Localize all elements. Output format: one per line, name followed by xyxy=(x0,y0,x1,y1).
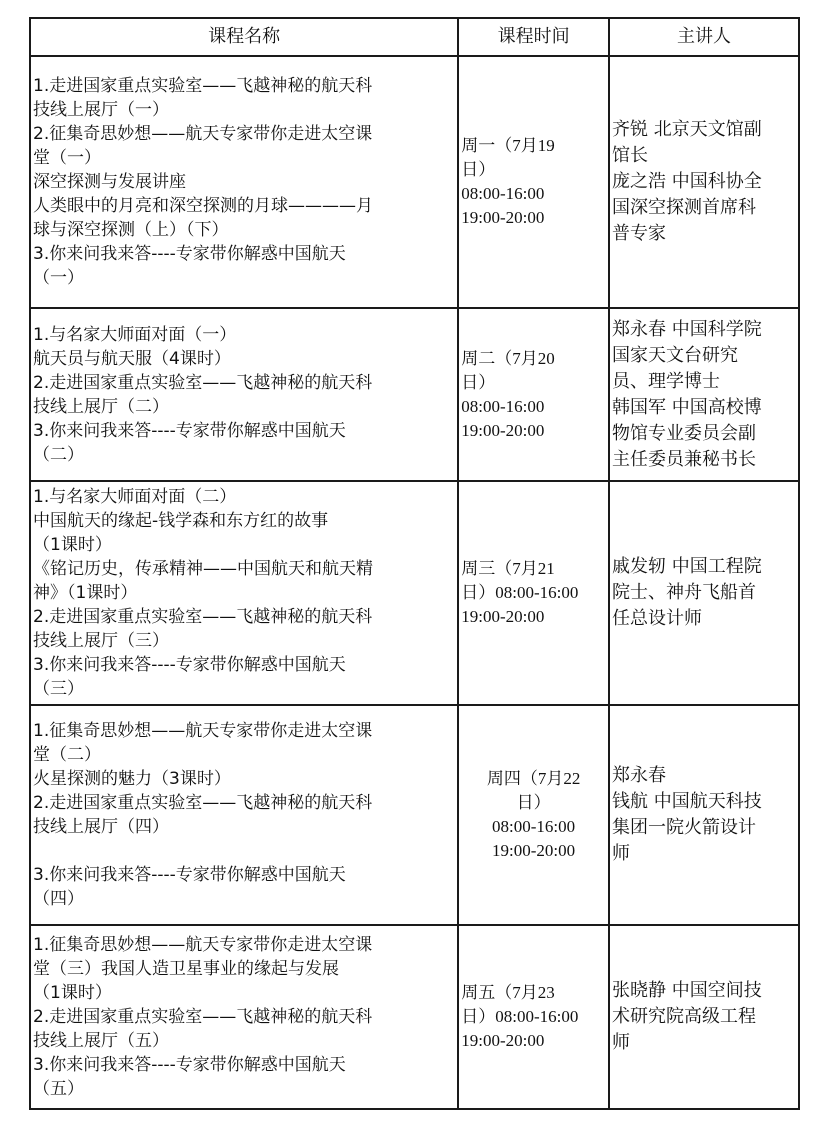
course-line: 技线上展厅（三） xyxy=(33,631,169,652)
course-cell xyxy=(30,56,458,308)
course-cell xyxy=(30,925,458,1109)
course-line: 2.走进国家重点实验室——飞越神秘的航天科 xyxy=(33,372,373,393)
speaker-cell xyxy=(609,705,799,925)
table-row xyxy=(30,56,799,308)
time-line: 日）08:00-16:00 xyxy=(461,1006,579,1026)
course-line: 2.走进国家重点实验室——飞越神秘的航天科 xyxy=(33,1006,373,1027)
table-row xyxy=(30,481,799,705)
course-line: 堂（一） xyxy=(33,147,101,168)
time-line: 日） xyxy=(461,372,496,392)
header-time: 课程时间 xyxy=(458,18,609,56)
course-line: 神》（1课时） xyxy=(33,583,138,604)
time-line: 19:00-20:00 xyxy=(461,207,545,227)
course-line: 2.走进国家重点实验室——飞越神秘的航天科 xyxy=(33,792,373,813)
schedule-table xyxy=(29,17,800,1110)
time-line: 周四（7月22 xyxy=(486,768,581,788)
course-line: 3.你来问我来答----专家带你解惑中国航天 xyxy=(33,655,346,676)
course-line: （五） xyxy=(33,1078,84,1099)
speaker-line: 国家天文台研究 xyxy=(612,344,738,366)
speaker-line: 普专家 xyxy=(612,222,666,244)
course-line: 深空探测与发展讲座 xyxy=(33,171,186,192)
time-cell xyxy=(458,925,609,1109)
course-line: （1课时） xyxy=(33,535,112,556)
speaker-line: 集团一院火箭设计 xyxy=(612,816,756,838)
course-line: 1.走进国家重点实验室——飞越神秘的航天科 xyxy=(33,75,373,96)
table-row xyxy=(30,705,799,925)
time-line: 日）08:00-16:00 xyxy=(461,583,579,603)
speaker-line: 齐锐 北京天文馆副 xyxy=(612,118,762,140)
speaker-line: 钱航 中国航天科技 xyxy=(612,790,762,812)
header-course: 课程名称 xyxy=(30,18,458,56)
course-line: 《铭记历史，传承精神——中国航天和航天精 xyxy=(33,559,373,580)
course-line: 技线上展厅（四） xyxy=(33,816,169,837)
course-line: 堂（二） xyxy=(33,744,101,765)
course-line: （1课时） xyxy=(33,982,112,1003)
course-line: （一） xyxy=(33,267,84,288)
time-line: 08:00-16:00 xyxy=(492,816,576,836)
speaker-line: 国深空探测首席科 xyxy=(612,196,756,218)
course-cell xyxy=(30,481,458,705)
course-line: 堂（三）我国人造卫星事业的缘起与发展 xyxy=(33,958,339,979)
time-cell xyxy=(458,705,609,925)
course-cell xyxy=(30,705,458,925)
time-line: 19:00-20:00 xyxy=(461,420,545,440)
course-line: 技线上展厅（五） xyxy=(33,1030,169,1051)
time-line: 日） xyxy=(461,159,496,179)
course-line: 技线上展厅（二） xyxy=(33,396,169,417)
time-cell xyxy=(458,56,609,308)
time-line: 19:00-20:00 xyxy=(461,1030,545,1050)
course-line: 航天员与航天服（4课时） xyxy=(33,348,231,369)
time-cell xyxy=(458,308,609,481)
speaker-line: 任总设计师 xyxy=(612,608,702,630)
course-line: 1.征集奇思妙想——航天专家带你走进太空课 xyxy=(33,720,373,741)
schedule-body xyxy=(30,56,799,1109)
speaker-line: 术研究院高级工程 xyxy=(612,1005,756,1027)
speaker-line: 师 xyxy=(612,1031,630,1053)
course-line: 1.征集奇思妙想——航天专家带你走进太空课 xyxy=(33,934,373,955)
course-line: 2.走进国家重点实验室——飞越神秘的航天科 xyxy=(33,607,373,628)
course-line: （四） xyxy=(33,888,84,909)
course-line: 2.征集奇思妙想——航天专家带你走进太空课 xyxy=(33,123,373,144)
time-line: 19:00-20:00 xyxy=(492,840,576,860)
course-line: 技线上展厅（一） xyxy=(33,99,169,120)
speaker-line: 戚发轫 中国工程院 xyxy=(612,556,762,578)
course-line: 火星探测的魅力（3课时） xyxy=(33,768,231,789)
time-cell xyxy=(458,481,609,705)
header-row xyxy=(30,18,799,56)
speaker-line: 主任委员兼秘书长 xyxy=(612,448,756,470)
course-line xyxy=(33,839,455,863)
course-line: 3.你来问我来答----专家带你解惑中国航天 xyxy=(33,1054,346,1075)
speaker-line: 郑永春 xyxy=(612,764,666,786)
time-line: 周三（7月21 xyxy=(461,559,555,579)
speaker-line: 院士、神舟飞船首 xyxy=(612,582,756,604)
time-line: 08:00-16:00 xyxy=(461,396,545,416)
course-line: 1.与名家大师面对面（一） xyxy=(33,324,237,345)
course-line: 3.你来问我来答----专家带你解惑中国航天 xyxy=(33,243,346,264)
course-line: 3.你来问我来答----专家带你解惑中国航天 xyxy=(33,864,346,885)
speaker-line: 庞之浩 中国科协全 xyxy=(612,170,762,192)
speaker-line: 张晓静 中国空间技 xyxy=(612,979,762,1001)
course-line: （二） xyxy=(33,444,84,465)
course-line: 1.与名家大师面对面（二） xyxy=(33,487,237,508)
time-line: 周二（7月20 xyxy=(461,348,555,368)
table-row xyxy=(30,308,799,481)
speaker-cell xyxy=(609,925,799,1109)
table-row xyxy=(30,925,799,1109)
speaker-line: 馆长 xyxy=(612,144,648,166)
speaker-cell xyxy=(609,308,799,481)
speaker-cell xyxy=(609,481,799,705)
time-line: 周一（7月19 xyxy=(461,135,555,155)
time-line: 日） xyxy=(516,792,551,812)
course-cell xyxy=(30,308,458,481)
speaker-line: 韩国军 中国高校博 xyxy=(612,396,762,418)
course-line: 人类眼中的月亮和深空探测的月球————月 xyxy=(33,195,373,216)
course-line: 3.你来问我来答----专家带你解惑中国航天 xyxy=(33,420,346,441)
time-line: 周五（7月23 xyxy=(461,982,555,1002)
header-speaker: 主讲人 xyxy=(609,18,799,56)
time-line: 08:00-16:00 xyxy=(461,183,545,203)
course-line: 中国航天的缘起-钱学森和东方红的故事 xyxy=(33,511,329,532)
speaker-line: 师 xyxy=(612,842,630,864)
course-line: （三） xyxy=(33,679,84,700)
time-line: 19:00-20:00 xyxy=(461,607,545,627)
speaker-cell xyxy=(609,56,799,308)
speaker-line: 郑永春 中国科学院 xyxy=(612,318,762,340)
speaker-line: 物馆专业委员会副 xyxy=(612,422,756,444)
speaker-line: 员、理学博士 xyxy=(612,370,720,392)
course-line: 球与深空探测（上）（下） xyxy=(33,219,229,240)
